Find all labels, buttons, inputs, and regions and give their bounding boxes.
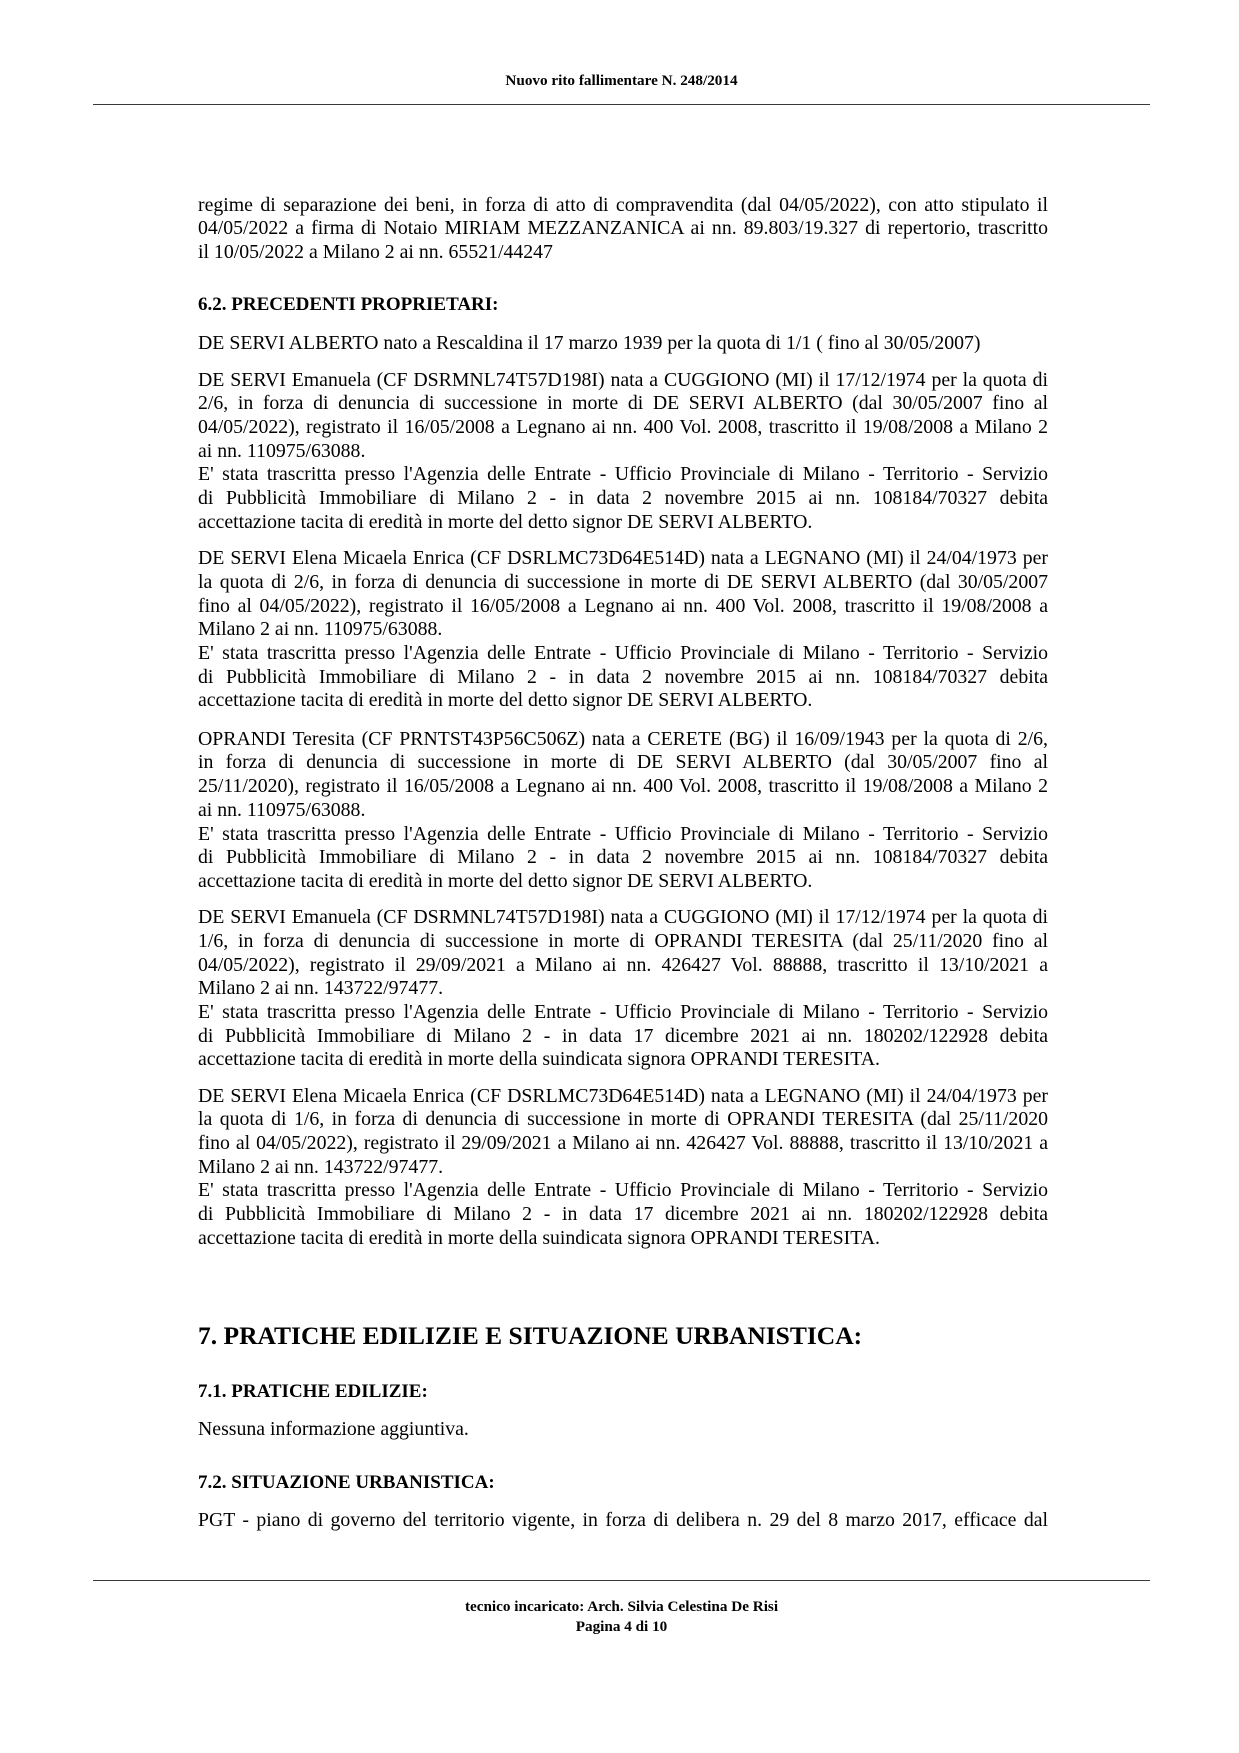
urban-situation-text: [198, 1509, 1048, 1533]
text-line: Milano 2 ai nn. 143722/97477.: [198, 977, 444, 1000]
text-line: accettazione tacita di eredità in morte del detto signor DE SERVI ALBERTO.: [198, 689, 813, 712]
footer-author: tecnico incaricato: Arch. Silvia Celestina De Risi: [464, 1598, 779, 1615]
text-line: E' stata trascritta presso l'Agenzia delle Entrate - Ufficio Provinciale di Milano - Territorio - Servizio: [198, 1179, 1048, 1202]
text-line: di Pubblicità Immobiliare di Milano 2 - in data 17 dicembre 2021 ai nn. 180202/122928 debita: [198, 1024, 1048, 1047]
text-line: 04/05/2022 a firma di Notaio MIRIAM MEZZANZANICA ai nn. 89.803/19.327 di repertorio, trascritto: [198, 217, 1048, 240]
footer-page-number: Pagina 4 di 10: [575, 1618, 668, 1636]
owner-paragraph: [198, 1085, 1048, 1251]
text-line: di Pubblicità Immobiliare di Milano 2 - in data 2 novembre 2015 ai nn. 108184/70327 debita: [198, 487, 1048, 510]
text-line: regime di separazione dei beni, in forza di atto di compravendita (dal 04/05/2022), con atto stipulato il: [198, 193, 1048, 216]
subsection-heading-building-practices: 7.1. PRATICHE EDILIZIE:: [198, 1380, 428, 1402]
text-line: accettazione tacita di eredità in morte del detto signor DE SERVI ALBERTO.: [198, 869, 813, 892]
header-divider: [93, 104, 1150, 105]
text-line: Milano 2 ai nn. 143722/97477.: [198, 1155, 444, 1178]
text-line: fino al 04/05/2022), registrato il 16/05/2008 a Legnano ai nn. 400 Vol. 2008, trascritto il 19/08/2008 a: [198, 594, 1048, 617]
page-footer: [93, 1597, 1150, 1638]
text-line: accettazione tacita di eredità in morte della suindicata signora OPRANDI TERESITA.: [198, 1226, 880, 1249]
text-line: 1/6, in forza di denuncia di successione in morte di OPRANDI TERESITA (dal 25/11/2020 fino al: [198, 929, 1048, 952]
text-line: DE SERVI Emanuela (CF DSRMNL74T57D198I) nata a CUGGIONO (MI) il 17/12/1974 per la quota di: [198, 368, 1048, 391]
text-line: accettazione tacita di eredità in morte del detto signor DE SERVI ALBERTO.: [198, 510, 813, 533]
subsection-heading-urban-situation: 7.2. SITUAZIONE URBANISTICA:: [198, 1471, 495, 1493]
section-heading-previous-owners: 6.2. PRECEDENTI PROPRIETARI:: [198, 294, 499, 315]
intro-paragraph: [198, 194, 1048, 265]
text-line: la quota di 1/6, in forza di denuncia di successione in morte di OPRANDI TERESITA (dal 25/11/2020: [198, 1108, 1048, 1131]
text-line: ai nn. 110975/63088.: [198, 439, 366, 462]
text-line: DE SERVI ALBERTO nato a Rescaldina il 17 marzo 1939 per la quota di 1/1 ( fino al 30/05/2007): [198, 331, 981, 354]
owner-paragraph: [198, 369, 1048, 535]
text-line: di Pubblicità Immobiliare di Milano 2 - in data 2 novembre 2015 ai nn. 108184/70327 debita: [198, 846, 1048, 869]
text-line: fino al 04/05/2022), registrato il 29/09/2021 a Milano ai nn. 426427 Vol. 88888, trascritto il 13/10/2021 a: [198, 1132, 1048, 1154]
text-line: 25/11/2020), registrato il 16/05/2008 a Legnano ai nn. 400 Vol. 2008, trascritto il 19/08/2008 a Milano 2: [198, 775, 1048, 798]
text-line: E' stata trascritta presso l'Agenzia delle Entrate - Ufficio Provinciale di Milano - Territorio - Servizio: [198, 822, 1048, 845]
footer-divider: [93, 1580, 1150, 1581]
text-line: la quota di 2/6, in forza di denuncia di successione in morte di DE SERVI ALBERTO (dal 30/05/2007: [198, 570, 1048, 593]
text-line: Milano 2 ai nn. 110975/63088.: [198, 618, 443, 641]
owner-paragraph: [198, 728, 1048, 894]
text-line: ai nn. 110975/63088.: [198, 798, 366, 821]
text-line: E' stata trascritta presso l'Agenzia delle Entrate - Ufficio Provinciale di Milano - Territorio - Servizio: [198, 463, 1048, 486]
text-line: il 10/05/2022 a Milano 2 ai nn. 65521/44247: [198, 240, 553, 263]
owner-paragraph: [198, 906, 1048, 1072]
text-line: E' stata trascritta presso l'Agenzia delle Entrate - Ufficio Provinciale di Milano - Territorio - Servizio: [198, 1000, 1048, 1023]
section-heading-building-urban: 7. PRATICHE EDILIZIE E SITUAZIONE URBANISTICA:: [198, 1320, 863, 1350]
text-line: OPRANDI Teresita (CF PRNTST43P56C506Z) nata a CERETE (BG) il 16/09/1943 per la quota di 2/6,: [198, 727, 1048, 750]
text-line: accettazione tacita di eredità in morte della suindicata signora OPRANDI TERESITA.: [198, 1048, 880, 1071]
owner-paragraph: [198, 547, 1048, 713]
first-owner-paragraph: [198, 332, 1048, 356]
text-line: E' stata trascritta presso l'Agenzia delle Entrate - Ufficio Provinciale di Milano - Territorio - Servizio: [198, 641, 1048, 664]
text-line: PGT - piano di governo del territorio vigente, in forza di delibera n. 29 del 8 marzo 2017, efficace dal: [198, 1508, 1048, 1531]
text-line: di Pubblicità Immobiliare di Milano 2 - in data 17 dicembre 2021 ai nn. 180202/122928 debita: [198, 1203, 1048, 1226]
text-line: DE SERVI Emanuela (CF DSRMNL74T57D198I) nata a CUGGIONO (MI) il 17/12/1974 per la quota di: [198, 906, 1048, 929]
text-line: 04/05/2022), registrato il 16/05/2008 a Legnano ai nn. 400 Vol. 2008, trascritto il 19/08/2008 a Milano 2: [198, 416, 1048, 438]
text-line: di Pubblicità Immobiliare di Milano 2 - in data 2 novembre 2015 ai nn. 108184/70327 debita: [198, 665, 1048, 688]
text-line: Nessuna informazione aggiuntiva.: [198, 1418, 469, 1441]
text-line: 04/05/2022), registrato il 29/09/2021 a Milano ai nn. 426427 Vol. 88888, trascritto il 13/10/2021 a: [198, 953, 1048, 976]
building-practices-text: [198, 1418, 1048, 1442]
text-line: DE SERVI Elena Micaela Enrica (CF DSRLMC73D64E514D) nata a LEGNANO (MI) il 24/04/1973 per: [198, 547, 1048, 570]
text-line: in forza di denuncia di successione in morte di DE SERVI ALBERTO (dal 30/05/2007 fino al: [198, 751, 1048, 774]
text-line: 2/6, in forza di denuncia di successione in morte di DE SERVI ALBERTO (dal 30/05/2007 fino al: [198, 392, 1048, 415]
text-line: DE SERVI Elena Micaela Enrica (CF DSRLMC73D64E514D) nata a LEGNANO (MI) il 24/04/1973 per: [198, 1084, 1048, 1107]
page-header-title: Nuovo rito fallimentare N. 248/2014: [505, 72, 738, 89]
